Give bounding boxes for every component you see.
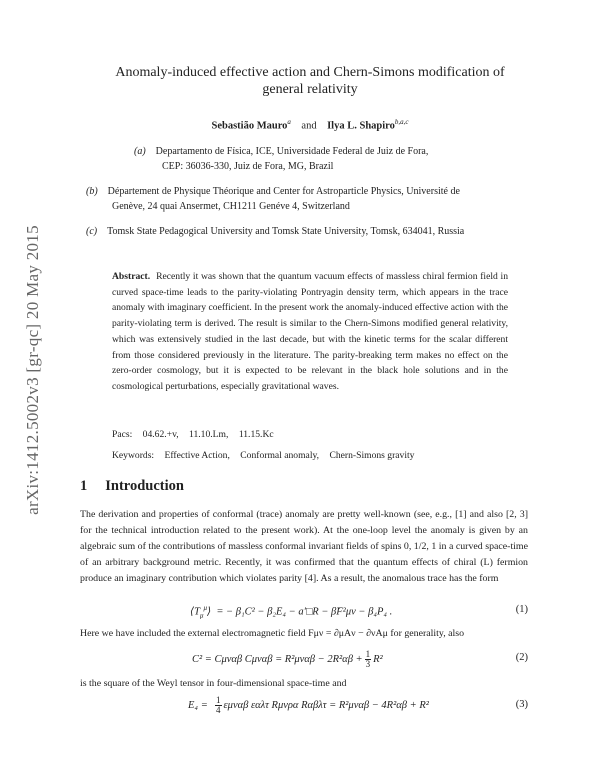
equation-2 (80, 650, 528, 670)
title-line-1: Anomaly-induced effective action and Chern-Simons modification of (115, 65, 505, 80)
keyword-3: Chern-Simons gravity (329, 450, 415, 461)
affiliation-b-line-2: Genève, 24 quai Ansermet, CH1211 Genéve 4, Switzerland (112, 201, 350, 212)
section-title: Introduction (105, 478, 184, 494)
pacs-value-2: 11.10.Lm, (189, 429, 229, 440)
affiliation-a-label: (a) (134, 146, 146, 157)
paper-title (80, 64, 540, 98)
keywords-label: Keywords: (112, 450, 155, 461)
eq3-frac-num: 1 (216, 695, 221, 705)
pacs-value-1: 04.62.+v, (142, 429, 179, 440)
abstract-label: Abstract. (112, 271, 151, 282)
arxiv-sidebar-stamp (20, 190, 46, 550)
author-line (80, 118, 540, 132)
keywords-line (112, 450, 414, 461)
affiliation-a-line-2: CEP: 36036-330, Juiz de Fora, MG, Brazil (162, 161, 334, 172)
author-1-sup: a (287, 118, 291, 126)
eq3-fraction (215, 696, 222, 715)
text-after-eq1: Here we have included the external electromagnetic field Fμν = ∂μAν − ∂νAμ for generality, also (80, 628, 465, 639)
pacs-line (112, 429, 274, 440)
eq1-lhs: ⟨T (190, 606, 200, 618)
abstract-text: Recently it was shown that the quantum vacuum effects of massless chiral fermion field in curved space-time leads to the parity-violating Pontryagin density term, which appears in the trace anomaly with imaginary coefficient. In the present work the anomaly-induced effective action with the parity-violating term is derived. The result is similar to the Chern-Simons modified general relativity, which was extensively studied in the last decade, but with the kinetic terms for the scalar different from those considered previously in the literature. The parity-breaking term makes no effect on the zero-order cosmology, but it is expected to be relevant in the black hole solutions and in the cosmological perturbations, especially gravitational waves. (112, 271, 508, 392)
equation-1: $⟨T_\mu^\mu⟩$ = − β₁C² − β₂E₄ − a′□R − β̃F²μν − β₄P₄ . (1) (190, 604, 528, 620)
author-2-sup: b,a,c (394, 118, 409, 126)
eq3-frac-den: 4 (216, 705, 221, 715)
author-2: Ilya L. Shapiro (327, 120, 395, 132)
affiliation-c-line-1: Tomsk State Pedagogical University and Tomsk State University, Tomsk, 634041, Russia (107, 226, 465, 237)
eq3-lhs: E₄ = (188, 699, 208, 711)
pacs-label: Pacs: (112, 429, 133, 440)
eq3-number: (3) (515, 699, 528, 710)
eq1-number: (1) (515, 604, 528, 615)
affiliation-b-label: (b) (86, 186, 98, 197)
arxiv-id: arXiv:1412.5002v3 [gr-qc] 20 May 2015 (23, 225, 42, 515)
affiliation-a (134, 144, 428, 174)
eq2-tail: R² (373, 653, 383, 665)
author-1: Sebastião Mauro (211, 120, 288, 132)
eq2-fraction (365, 650, 372, 669)
eq2-lhs: C² = Cμναβ Cμναβ = R²μναβ − 2R²αβ + (192, 653, 363, 665)
affiliation-b-line-1: Département de Physique Théorique and Center for Astroparticle Physics, Université de (107, 186, 460, 197)
eq1-rhs: = − β₁C² − β₂E₄ − a′□R − β̃F²μν − β₄P₄ . (216, 606, 393, 618)
section-number: 1 (80, 478, 88, 494)
affiliation-a-line-1: Departamento de Física, ICE, Universidade Federal de Juiz de Fora, (155, 146, 429, 157)
title-line-2: general relativity (262, 82, 358, 97)
affiliation-c (86, 224, 464, 239)
keyword-2: Conformal anomaly, (240, 450, 320, 461)
affiliation-c-label: (c) (86, 226, 98, 237)
author-and: and (301, 120, 317, 132)
intro-paragraph: The derivation and properties of conformal (trace) anomaly are pretty well-known (see, e.g., [1] and also [2, 3] for the technical introduction related to the present work). At the one-loop level the anomaly is given by an algebraic sum of the contributions of massless conformal invariant fields of spins 0, 1/2, 1 in a curved space-time of an arbitrary background metric. Recently, it was confirmed that the quantum effects of chiral (L) fermion produce an imaginary contribution which violates parity [4]. As a result, the anomalous trace has the form (80, 509, 528, 584)
eq2-frac-den: 3 (365, 659, 371, 669)
section-heading (80, 478, 184, 495)
eq3-tail: εμναβ εαλτ Rμνρα Rαβλτ = R²μναβ − 4R²αβ + R² (223, 699, 429, 711)
equation-3 (80, 696, 528, 718)
text-after-eq2: is the square of the Weyl tensor in four-dimensional space-time and (80, 678, 347, 689)
keyword-1: Effective Action, (164, 450, 230, 461)
abstract (112, 269, 508, 395)
pacs-value-3: 11.15.Kc (238, 429, 274, 440)
affiliation-b (86, 184, 532, 214)
eq2-number: (2) (515, 652, 528, 663)
eq2-frac-num: 1 (365, 649, 371, 659)
